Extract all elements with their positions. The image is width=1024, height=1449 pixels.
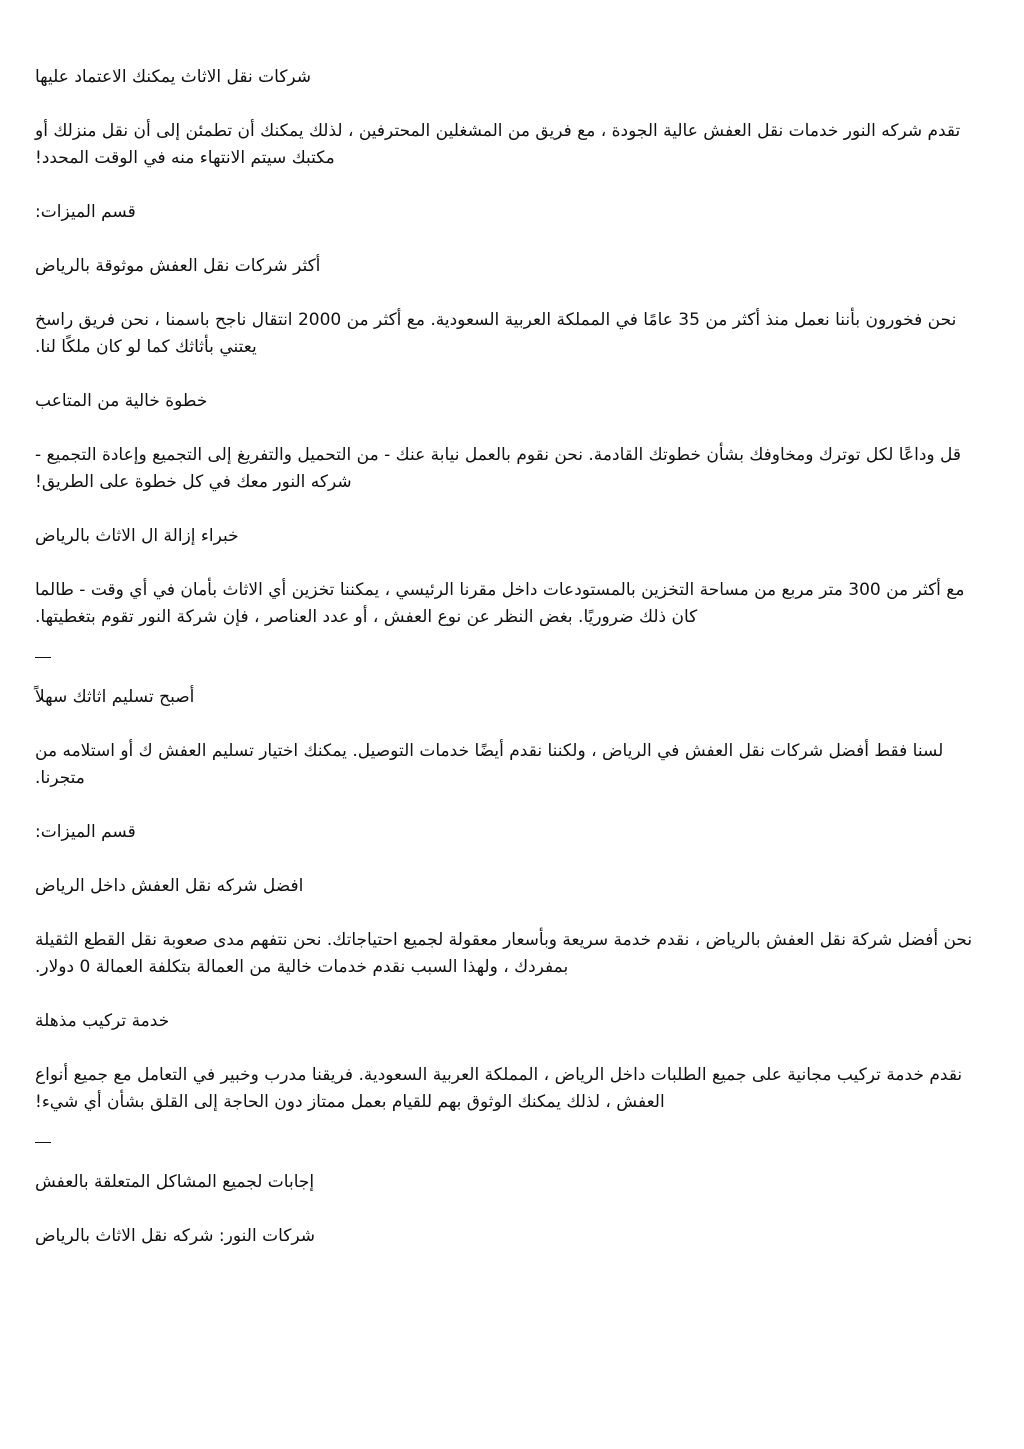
features-heading: قسم الميزات: — [35, 202, 136, 222]
section-heading: شركات النور: شركه نقل الاثاث بالرياض — [35, 1226, 315, 1246]
separator-line — [35, 657, 51, 658]
paragraph: مع أكثر من 300 متر مربع من مساحة التخزين بالمستودعات داخل مقرنا الرئيسي ، يمكننا تخزين أي الاثاث بأمان في أي وقت - طالما كان ذلك ضروريًا. بغض النظر عن نوع العفش ، أو عدد العناصر ، فإن شركة النور تقوم بتغطيتها. — [35, 580, 965, 627]
paragraph: قل وداعًا لكل توترك ومخاوفك بشأن خطوتك القادمة. نحن نقوم بالعمل نيابة عنك - من التحميل والتفريغ إلى التجميع وإعادة التجميع - شركه النور معك في كل خطوة على الطريق! — [35, 445, 962, 492]
feature-title: خبراء إزالة ال الاثاث بالرياض — [35, 526, 239, 546]
paragraph: نحن فخورون بأننا نعمل منذ أكثر من 35 عامًا في المملكة العربية السعودية. مع أكثر من 2000 انتقال ناجح باسمنا ، نحن فريق راسخ يعتني بأثاثك كما لو كان ملكًا لنا. — [35, 310, 957, 357]
feature-title: خطوة خالية من المتاعب — [35, 391, 208, 411]
document-body — [35, 64, 984, 1250]
paragraph: نحن أفضل شركة نقل العفش بالرياض ، نقدم خدمة سريعة وبأسعار معقولة لجميع احتياجاتك. نحن نتفهم مدى صعوبة نقل القطع الثقيلة بمفردك ، ولهذا السبب نقدم خدمات خالية من العمالة بتكلفة العمالة 0 دولار. — [35, 930, 973, 977]
section-heading: أصبح تسليم اثاثك سهلاً — [35, 687, 195, 707]
section-heading: إجابات لجميع المشاكل المتعلقة بالعفش — [35, 1172, 315, 1192]
paragraph: تقدم شركه النور خدمات نقل العفش عالية الجودة ، مع فريق من المشغلين المحترفين ، لذلك يمكنك أن تطمئن إلى أن نقل منزلك أو مكتبك سيتم الانتهاء منه في الوقت المحدد! — [35, 121, 961, 168]
separator-line — [35, 1142, 51, 1143]
paragraph: نقدم خدمة تركيب مجانية على جميع الطلبات داخل الرياض ، المملكة العربية السعودية. فريقنا مدرب وخبير في التعامل مع جميع أنواع العفش ، لذلك يمكنك الوثوق بهم للقيام بعمل ممتاز دون الحاجة إلى القلق بشأن أي شيء! — [35, 1065, 963, 1112]
paragraph: لسنا فقط أفضل شركات نقل العفش في الرياض ، ولكننا نقدم أيضًا خدمات التوصيل. يمكنك اختيار تسليم العفش ك أو استلامه من متجرنا. — [35, 741, 944, 788]
feature-title: خدمة تركيب مذهلة — [35, 1011, 170, 1031]
feature-title: افضل شركه نقل العفش داخل الرياض — [35, 876, 304, 896]
feature-title: أكثر شركات نقل العفش موثوقة بالرياض — [35, 256, 321, 276]
features-heading: قسم الميزات: — [35, 822, 136, 842]
section-heading: شركات نقل الاثاث يمكنك الاعتماد عليها — [35, 67, 312, 87]
